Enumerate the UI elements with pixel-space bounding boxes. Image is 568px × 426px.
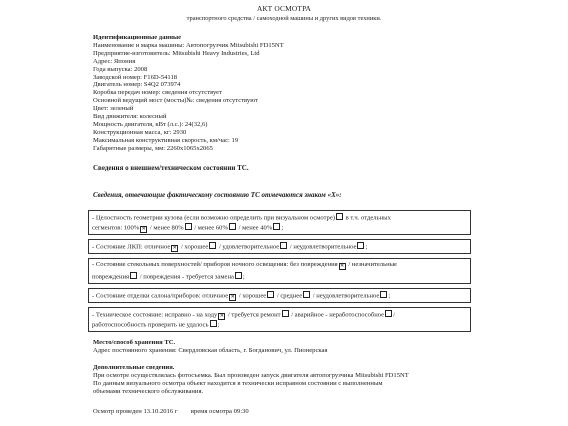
checkbox-unchecked <box>380 291 387 298</box>
glass-intact-label: - Состояние стекольных поверхностей/ приборов ночного освещения: без повреждения <box>92 261 338 268</box>
option-80-label: / менее 80% <box>149 224 184 232</box>
ident-line: Конструкционная масса, кг: 2930 <box>93 128 187 136</box>
ident-line: Вид движителя: колесный <box>93 113 167 121</box>
paint-box <box>88 239 471 254</box>
ident-line: Мощность двигателя, кВт (л.с.): 24(32,6) <box>93 120 208 128</box>
checkbox-unchecked <box>235 272 242 279</box>
line-end: / <box>393 311 395 319</box>
option-60-label: / менее 60% <box>194 224 228 232</box>
document-title: АКТ ОСМОТРА <box>256 4 312 13</box>
storage-address: Адрес постоянного хранения: Свердловская область, г. Богданович, ул. Пионерская <box>93 346 328 354</box>
body-geometry-box <box>88 210 471 235</box>
tech-unchecked-label: работоспособность проверить не удалось <box>92 321 209 329</box>
ident-line: Двигатель номер: S4Q2 073974 <box>93 81 181 89</box>
state-note: Сведения, отвечающие фактическому состоянию ТС отмечаются знаком «X»: <box>93 191 342 199</box>
paint-excellent-label: - Состояние ЛКП: отличное <box>92 243 171 251</box>
extra-line: По данным визуального осмотра объект находится в технически исправном состоянии с выполненным <box>93 379 383 387</box>
paint-unsatisfactory-label: / неудовлетворительное <box>289 243 357 251</box>
paint-good-label: / хорошее <box>180 243 209 251</box>
checkbox-unchecked <box>280 242 287 249</box>
checkbox-unchecked <box>210 320 217 327</box>
glass-replace-label: / повреждения - требуется замена <box>139 273 234 281</box>
inspection-time: время осмотра 09:30 <box>190 408 249 415</box>
ident-line: Основной ведущий мост (мосты)№: сведения отсутствуют <box>93 97 258 105</box>
paint-satisfactory-label: / удовлетворительное <box>218 243 280 251</box>
tech-repair-label: / требуется ремонт <box>227 311 281 319</box>
ident-line: Цвет: зеленый <box>93 105 134 113</box>
checkbox-unchecked <box>209 242 216 249</box>
body-geometry-text-tail: в т.ч. отдельных <box>343 214 391 222</box>
option-40-label: / менее 40% <box>238 224 273 232</box>
line-end: ; <box>281 224 284 232</box>
option-100-label: сегментов: 100% <box>92 224 140 232</box>
line-end: ; <box>217 321 220 329</box>
interior-box <box>88 288 471 303</box>
checkbox-unchecked <box>357 242 364 249</box>
extra-heading: Дополнительные сведения. <box>93 364 175 371</box>
tech-working-label: - Техническое состояние: исправно - на ходу <box>92 311 218 319</box>
glass-minor-label: / незначительные <box>348 261 397 268</box>
extra-line: объемами технического обслуживания. <box>93 387 204 395</box>
interior-good-label: / хорошее <box>238 292 267 300</box>
tech-broken-label: / аварийное - неработоспособное <box>291 311 385 319</box>
storage-heading: Место/способ хранения ТС. <box>93 339 176 346</box>
line-end: ; <box>365 243 368 251</box>
checkbox-unchecked <box>336 213 343 220</box>
ident-line: Габаритные размеры, мм: 2260x1065x2065 <box>93 144 213 152</box>
inspection-date: Осмотр проведен 13.10.2016 г <box>93 408 178 415</box>
checkbox-checked: ✕ <box>172 246 177 251</box>
ident-line: Предприятие-изготовитель: Mitsubishi Heavy Industries, Ltd <box>93 49 260 57</box>
extra-line: При осмотре осуществлялась фотосъемка. Был произведен запуск двигателя автопогрузчика Mitsubishi FD15NT <box>93 371 409 379</box>
checkbox-unchecked <box>385 310 392 317</box>
checkbox-checked: ✕ <box>340 263 345 269</box>
ident-line: Заводской номер: F16D-54118 <box>93 73 178 81</box>
checkbox-unchecked <box>282 310 289 317</box>
interior-unsatisfactory-label: / неудовлетворительное <box>312 292 380 300</box>
ident-heading: Идентификационные данные <box>93 34 182 41</box>
checkbox-unchecked <box>273 223 280 230</box>
checkbox-checked: ✕ <box>230 295 235 300</box>
document-subtitle: транспортного средства / самоходной машины и других видов техники. <box>186 15 382 22</box>
technical-box <box>88 307 471 332</box>
storage-section <box>93 339 533 355</box>
extra-section <box>93 364 533 396</box>
ident-line: Года выпуска: 2008 <box>93 65 148 73</box>
footer-line <box>93 408 533 416</box>
line-end: ; <box>388 292 391 300</box>
body-geometry-text: - Целостность геометрии кузова (если возможно определить при визуальном осмотре) <box>92 214 335 222</box>
checkbox-unchecked <box>229 223 236 230</box>
ident-line: Коробка передач номер: сведения отсутствует <box>93 89 222 97</box>
ident-section <box>93 34 533 153</box>
ident-line: Адрес: Япония <box>93 57 136 65</box>
checkbox-checked: ✕ <box>219 314 224 319</box>
glass-damage-label: повреждения <box>92 273 130 281</box>
ident-line: Наименование и марка машины: Автопогрузчик Mitsubishi FD15NT <box>93 41 284 49</box>
checkbox-unchecked <box>130 272 137 279</box>
interior-average-label: / среднее <box>276 292 303 300</box>
interior-excellent-label: - Состояние отделки салона/приборов: отличное <box>92 292 229 300</box>
checkbox-unchecked <box>303 291 310 298</box>
state-heading: Сведения о внешнем/техническом состоянии ТС. <box>93 164 249 172</box>
line-end: ; <box>242 273 245 281</box>
glass-box <box>88 258 471 284</box>
ident-line: Максимальная конструктивная скорость, км/час: 19 <box>93 136 239 144</box>
checkbox-unchecked <box>185 223 192 230</box>
checkbox-unchecked <box>267 291 274 298</box>
checkbox-checked: ✕ <box>141 227 146 232</box>
